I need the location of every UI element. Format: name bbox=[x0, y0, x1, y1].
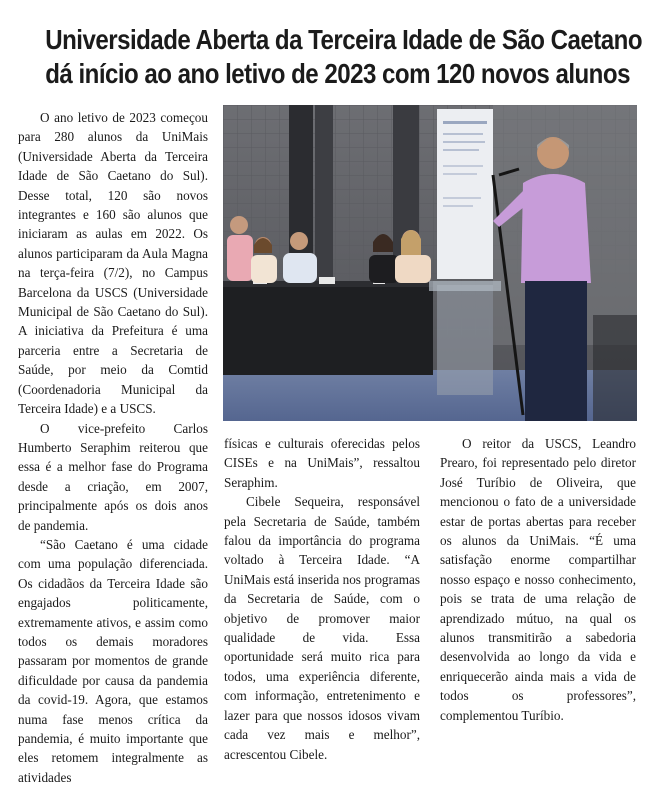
headline-line-2: dá início ao ano letivo de 2023 com 120 novos alunos bbox=[45, 58, 630, 90]
text-column-3 bbox=[440, 434, 636, 746]
event-photo bbox=[223, 105, 637, 421]
paragraph: O vice-prefeito Carlos Humberto Seraphim reiterou que essa é a melhor fase do Programa desde a criação, em 2007, principalmente após os dois anos de pandemia. bbox=[18, 420, 208, 533]
article-headline bbox=[0, 23, 646, 91]
text-column-2 bbox=[224, 434, 420, 762]
headline-line-1: Universidade Aberta da Terceira Idade de São Caetano bbox=[45, 24, 643, 56]
paragraph: “São Caetano é uma cidade com uma população diferenciada. Os cidadãos da Terceira Idade são engajados politicamente, extremamente ativos, e assim como todos os demais moradores passaram por momentos de grande dificuldade por causa da pandemia da covid-19. Agora, que estamos numa fase menos crítica da pandemia, é muito importante que eles retomem integralmente as atividades bbox=[18, 536, 208, 785]
event-photo-illustration bbox=[223, 105, 637, 421]
text-column-1 bbox=[18, 108, 208, 785]
paragraph: físicas e culturais oferecidas pelos CISEs e na UniMais”, ressaltou Seraphim. bbox=[224, 436, 420, 490]
paragraph: Cibele Sequeira, responsável pela Secretaria de Saúde, também falou da importância do programa voltado à Terceira Idade. “A UniMais está inserida nos programas da Secretaria de Saúde, com o objetivo de promover maior qualidade de vida. Essa oportunidade será muito rica para todos, uma experiência diferente, com informação, entretenimento e lazer para que nossos idosos vivam cada vez mais e melhor”, acrescentou Cibele. bbox=[224, 494, 420, 762]
paragraph: O ano letivo de 2023 começou para 280 alunos da UniMais (Universidade Aberta da Terceira Idade de São Caetano do Sul). Desse total, 120 são novos integrantes e 160 são alunos que iniciaram as aulas em 2022. Os alunos participaram da Aula Magna na terça-feira (7/2), no Campus Barcelona da USCS (Universidade Municipal de São Caetano do Sul). A iniciativa da Prefeitura é uma parceria entre a Secretaria de Saúde, por meio da Comtid (Coordenadoria Municipal da Terceira Idade) e a USCS. bbox=[18, 110, 208, 417]
paragraph: O reitor da USCS, Leandro Prearo, foi representado pelo diretor José Turíbio de Oliveira, que mencionou o fato de a universidade estar de portas abertas para receber os alunos da UniMais. “É uma satisfação enorme compartilhar nosso espaço e nosso conhecimento, pois se trata de uma relação de aprendizado mútuo, na qual os alunos transmitirão a sabedoria desenvolvida ao longo da vida e enriquecerão ainda mais a vida de todos os professores”, complementou Turíbio. bbox=[440, 436, 636, 723]
